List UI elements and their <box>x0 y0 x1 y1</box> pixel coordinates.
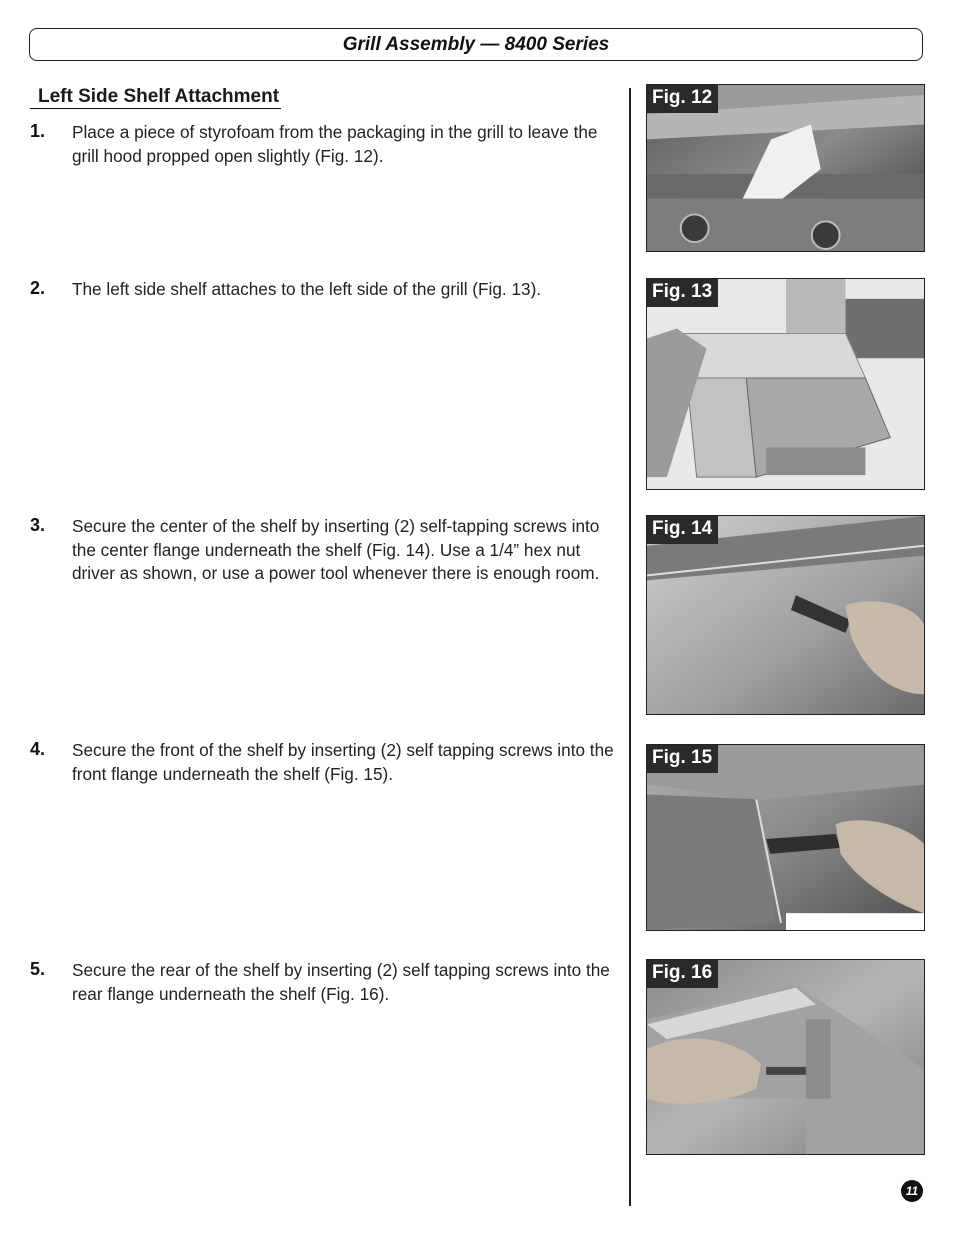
step-text: Secure the rear of the shelf by inserting (2) self tapping screws into the rear flange underneath the shelf (Fig. 16). <box>72 960 610 1004</box>
step-number: 3. <box>30 515 46 535</box>
step-number: 1. <box>30 121 46 141</box>
figure-label: Fig. 13 <box>647 279 718 307</box>
center-flange-photo <box>647 516 924 714</box>
side-shelf-photo <box>647 279 924 489</box>
step-text: The left side shelf attaches to the left side of the grill (Fig. 13). <box>72 279 542 299</box>
step-number: 2. <box>30 278 46 298</box>
step-text: Secure the center of the shelf by inserting (2) self-tapping screws into the center flange underneath the shelf (Fig. 14). Use a 1/4” hex nut driver as shown, or use a power tool whenever there is enough room. <box>72 516 600 583</box>
column-divider <box>629 88 631 1206</box>
section-title: Left Side Shelf Attachment <box>30 86 281 109</box>
figure-13 <box>646 278 925 490</box>
step-text: Place a piece of styrofoam from the packaging in the grill to leave the grill hood propped open slightly (Fig. 12). <box>72 122 598 166</box>
figure-16 <box>646 959 925 1155</box>
step-number: 4. <box>30 739 46 759</box>
figure-label: Fig. 15 <box>647 745 718 773</box>
page-title: Grill Assembly — 8400 Series <box>342 33 610 55</box>
step-text: Secure the front of the shelf by inserting (2) self tapping screws into the front flange underneath the shelf (Fig. 15). <box>72 740 614 784</box>
figure-label: Fig. 12 <box>647 85 718 113</box>
rear-flange-photo <box>647 960 924 1154</box>
figure-label: Fig. 16 <box>647 960 718 988</box>
figure-14 <box>646 515 925 715</box>
figure-12 <box>646 84 925 252</box>
step-number: 5. <box>30 959 46 979</box>
header-banner <box>29 28 923 61</box>
figure-15 <box>646 744 925 931</box>
page-number-badge: 11 <box>901 1180 923 1202</box>
figure-label: Fig. 14 <box>647 516 718 544</box>
